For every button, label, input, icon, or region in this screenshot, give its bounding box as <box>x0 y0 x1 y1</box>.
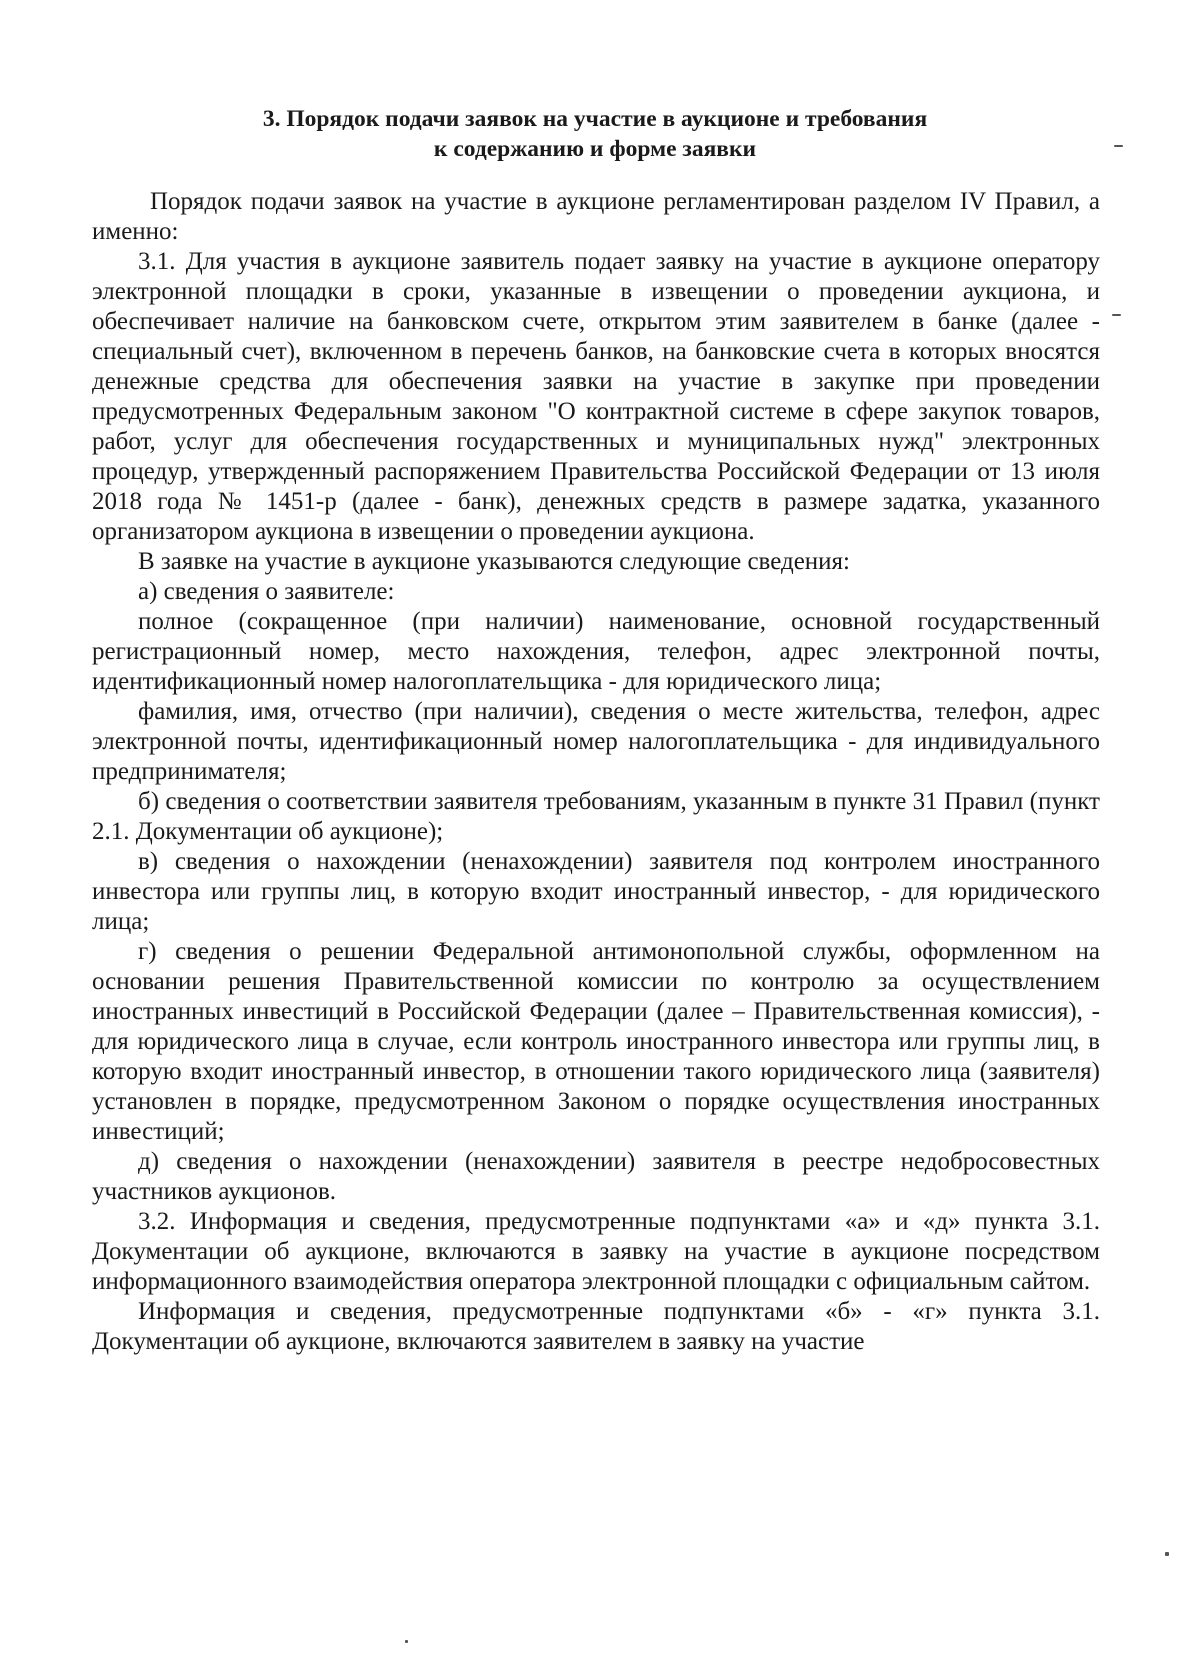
paragraph-legal-entity: полное (сокращенное (при наличии) наименование, основной государственный регистрационный номер, место нахождения, телефон, адрес электронной почты, идентификационный номер налогоплательщика - для юридического лица; <box>92 608 1100 695</box>
paragraph-info-b-g: Информация и сведения, предусмотренные подпунктами «б» - «г» пункта 3.1. Документации об аукционе, включаются заявителем в заявку на участие <box>92 1298 1100 1355</box>
paragraph-item-v: в) сведения о нахождении (ненахождении) заявителя под контролем иностранного инвестора или группы лиц, в которую входит иностранный инвестор, - для юридического лица; <box>92 848 1100 935</box>
scan-speck <box>1112 314 1121 316</box>
paragraph-application-info: В заявке на участие в аукционе указываются следующие сведения: <box>138 548 850 575</box>
scan-speck <box>1114 145 1123 147</box>
paragraph-entrepreneur: фамилия, имя, отчество (при наличии), сведения о месте жительства, телефон, адрес электронной почты, идентификационный номер налогоплательщика - для индивидуального предпринимателя; <box>92 698 1100 785</box>
paragraph-intro: Порядок подачи заявок на участие в аукционе регламентирован разделом IV Правил, а именно: <box>92 188 1100 245</box>
paragraph-item-a: а) сведения о заявителе: <box>138 578 395 605</box>
paragraph-item-g: г) сведения о решении Федеральной антимонопольной службы, оформленном на основании решения Правительственной комиссии по контролю за осуществлением иностранных инвестиций в Российской Федерации (далее – Правительственная комиссия), - для юридического лица в случае, если контроль иностранного инвестора или группы лиц, в которую входит иностранный инвестор, в отношении такого юридического лица (заявителя) установлен в порядке, предусмотренном Законом о порядке осуществления иностранных инвестиций; <box>92 938 1100 1145</box>
paragraph-item-d: д) сведения о нахождении (ненахождении) заявителя в реестре недобросовестных участников аукционов. <box>92 1148 1100 1205</box>
heading-line-1: 3. Порядок подачи заявок на участие в аукционе и требования <box>262 106 928 132</box>
scan-speck <box>405 1640 408 1643</box>
paragraph-item-b: б) сведения о соответствии заявителя требованиям, указанным в пункте 31 Правил (пункт 2.1. Документации об аукционе); <box>92 788 1100 845</box>
heading-line-2: к содержанию и форме заявки <box>433 136 757 162</box>
scan-speck <box>1165 1552 1169 1556</box>
paragraph-3-1: 3.1. Для участия в аукционе заявитель подает заявку на участие в аукционе оператору электронной площадки в сроки, указанные в извещении о проведении аукциона, и обеспечивает наличие на банковском счете, открытом этим заявителем в банке (далее - специальный счет), включенном в перечень банков, на банковские счета в которых вносятся денежные средства для обеспечения заявки на участие в закупке при проведении предусмотренных Федеральным законом "О контрактной системе в сфере закупок товаров, работ, услуг для обеспечения государственных и муниципальных нужд" электронных процедур, утвержденный распоряжением Правительства Российской Федерации от 13 июля 2018 года № 1451-р (далее - банк), денежных средств в размере задатка, указанного организатором аукциона в извещении о проведении аукциона. <box>92 248 1100 545</box>
document-body <box>92 187 1100 1357</box>
section-heading <box>90 104 1100 164</box>
paragraph-3-2: 3.2. Информация и сведения, предусмотренные подпунктами «а» и «д» пункта 3.1. Документации об аукционе, включаются в заявку на участие в аукционе посредством информационного взаимодействия оператора электронной площадки с официальным сайтом. <box>92 1208 1100 1295</box>
